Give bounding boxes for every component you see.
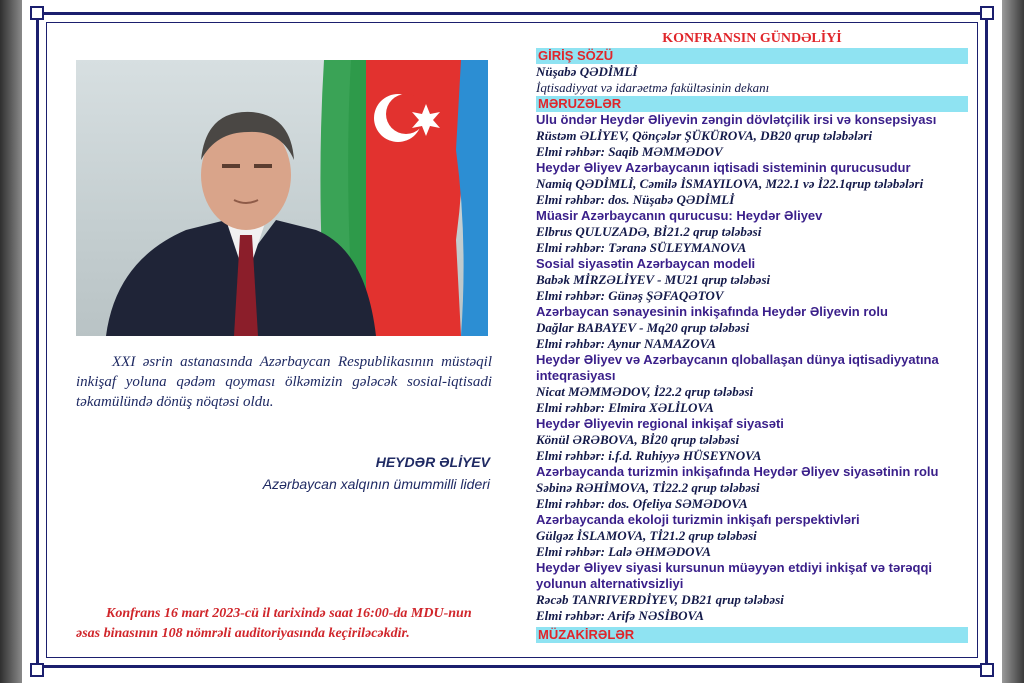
report-title: Heydər Əliyev Azərbaycanın iqtisadi sisteminin qurucusudur bbox=[536, 160, 911, 175]
opening-speaker: Nüşabə QƏDİMLİ bbox=[536, 64, 638, 79]
brochure-page bbox=[22, 0, 1002, 683]
section-header-opening: GİRİŞ SÖZÜ bbox=[536, 48, 968, 64]
report-supervisor: Elmi rəhbər: i.f.d. Ruhiyyə HÜSEYNOVA bbox=[536, 448, 762, 463]
report-item bbox=[536, 304, 968, 352]
report-item bbox=[536, 256, 968, 304]
report-authors: Babək MİRZƏLİYEV - MU21 qrup tələbəsi bbox=[536, 272, 771, 287]
report-authors: Namiq QƏDİMLİ, Cəmilə İSMAYILOVA, M22.1 və İ22.1qrup tələbələri bbox=[536, 176, 924, 191]
report-title: Müasir Azərbaycanın qurucusu: Heydər Əliyev bbox=[536, 208, 823, 223]
portrait-illustration bbox=[76, 60, 488, 336]
report-title: Heydər Əliyev və Azərbaycanın qloballaşan dünya iqtisadiyyatına inteqrasiyası bbox=[536, 352, 939, 383]
report-supervisor: Elmi rəhbər: Aynur NAMAZOVA bbox=[536, 336, 716, 351]
report-item bbox=[536, 560, 968, 624]
agenda-column bbox=[536, 30, 968, 643]
report-authors: Könül ƏRƏBOVA, Bİ20 qrup tələbəsi bbox=[536, 432, 740, 447]
report-supervisor: Elmi rəhbər: dos. Ofeliya SƏMƏDOVA bbox=[536, 496, 748, 511]
report-supervisor: Elmi rəhbər: Saqib MƏMMƏDOV bbox=[536, 144, 723, 159]
report-supervisor: Elmi rəhbər: Təranə SÜLEYMANOVA bbox=[536, 240, 747, 255]
report-item bbox=[536, 208, 968, 256]
report-supervisor: Elmi rəhbər: dos. Nüşabə QƏDİMLİ bbox=[536, 192, 735, 207]
background-blur-right bbox=[1002, 0, 1024, 683]
report-authors: Səbinə RƏHİMOVA, Tİ22.2 qrup tələbəsi bbox=[536, 480, 760, 495]
report-supervisor: Elmi rəhbər: Günəş ŞƏFAQƏTOV bbox=[536, 288, 724, 303]
report-authors: Nicat MƏMMƏDOV, İ22.2 qrup tələbəsi bbox=[536, 384, 754, 399]
report-item bbox=[536, 464, 968, 512]
report-title: Ulu öndər Heydər Əliyevin zəngin dövlətçilik irsi və konsepsiyası bbox=[536, 112, 937, 127]
frame-corner-ornament bbox=[980, 6, 994, 20]
report-item bbox=[536, 160, 968, 208]
leader-title: Azərbaycan xalqının ümummilli lideri bbox=[262, 476, 490, 492]
report-title: Azərbaycan sənayesinin inkişafında Heydər Əliyevin rolu bbox=[536, 304, 888, 319]
frame-corner-ornament bbox=[30, 663, 44, 677]
agenda-title: KONFRANSIN GÜNDƏLİYİ bbox=[662, 31, 842, 46]
report-supervisor: Elmi rəhbər: Arifə NƏSİBOVA bbox=[536, 608, 704, 623]
report-authors: Elbrus QULUZADƏ, Bİ21.2 qrup tələbəsi bbox=[536, 224, 762, 239]
background-blur-left bbox=[0, 0, 22, 683]
report-title: Sosial siyasətin Azərbaycan modeli bbox=[536, 256, 756, 271]
section-header-reports: MƏRUZƏLƏR bbox=[536, 96, 968, 112]
report-supervisor: Elmi rəhbər: Elmira XƏLİLOVA bbox=[536, 400, 714, 415]
leader-name: HEYDƏR ƏLİYEV bbox=[375, 454, 490, 470]
report-item bbox=[536, 416, 968, 464]
frame-corner-ornament bbox=[30, 6, 44, 20]
report-authors: Gülgəz İSLAMOVA, Tİ21.2 qrup tələbəsi bbox=[536, 528, 757, 543]
opening-speaker-role: İqtisadiyyat və idarəetmə fakültəsinin dekanı bbox=[536, 80, 770, 95]
frame-corner-ornament bbox=[980, 663, 994, 677]
report-authors: Rəcəb TANRIVERDİYEV, DB21 qrup tələbəsi bbox=[536, 592, 784, 607]
report-item bbox=[536, 112, 968, 160]
portrait-photo bbox=[76, 60, 488, 336]
report-authors: Rüstəm ƏLİYEV, Qönçələr ŞÜKÜROVA, DB20 qrup tələbələri bbox=[536, 128, 873, 143]
report-item bbox=[536, 512, 968, 560]
conference-announcement: Konfrans 16 mart 2023-cü il tarixində saat 16:00-da MDU-nun əsas binasının 108 nömrəli auditoriyasında keçiriləcəkdir. bbox=[76, 606, 472, 641]
report-title: Heydər Əliyev siyasi kursunun müəyyən etdiyi inkişaf və tərəqqi yolunun alternativsizliyi bbox=[536, 560, 932, 591]
report-title: Azərbaycanda turizmin inkişafında Heydər Əliyev siyasətinin rolu bbox=[536, 464, 939, 479]
report-supervisor: Elmi rəhbər: Lalə ƏHMƏDOVA bbox=[536, 544, 711, 559]
report-title: Heydər Əliyevin regional inkişaf siyasəti bbox=[536, 416, 784, 431]
report-title: Azərbaycanda ekoloji turizmin inkişafı perspektivləri bbox=[536, 512, 860, 527]
leader-quote: XXI əsrin astanasında Azərbaycan Respublikasının müstəqil inkişaf yoluna qədəm qoyması ölkəmizin gələcək sosial-iqtisadi təkamülündə dönüş nöqtəsi oldu. bbox=[76, 354, 492, 410]
section-header-discussion: MÜZAKİRƏLƏR bbox=[536, 627, 968, 643]
report-authors: Dağlar BABAYEV - Mq20 qrup tələbəsi bbox=[536, 320, 750, 335]
report-item bbox=[536, 352, 968, 416]
